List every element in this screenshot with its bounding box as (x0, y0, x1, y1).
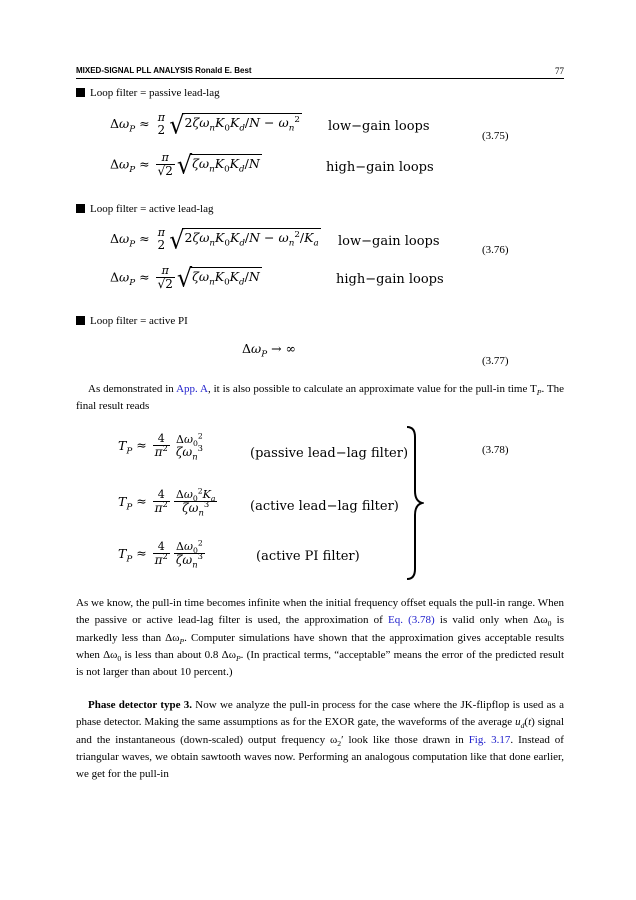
equation-number-3-77: (3.77) (482, 355, 509, 367)
label-high-gain-2: high−gain loops (336, 272, 444, 287)
equation-3-75-low: $\Delta\omega_P$ ≈ π 2 $√2\zeta\omega_nK_0K_d/N - \omega_n^2$ (110, 109, 300, 140)
equation-3-78-pi: $T_P$ ≈ $\frac{4}{\pi^2}$ $\frac{\Delta\omega_0^2}{\zeta\omega_n^3}$ (118, 538, 203, 570)
label-active-filter: (active lead−lag filter) (250, 499, 399, 514)
equation-3-76-low: $\Delta\omega_P$ ≈ π 2 $√2\zeta\omega_nK_0K_d/N - \omega_n^2/K_a$ (110, 224, 319, 255)
equation-number-3-75: (3.75) (482, 130, 509, 142)
equation-3-76-high: $\Delta\omega_P$ ≈ $\frac{\pi}{√2}$ $√\zeta\omega_nK_0K_d/N$ (110, 263, 260, 293)
bullet-square-icon (76, 204, 85, 213)
link-fig-3-17[interactable]: Fig. 3.17 (468, 733, 511, 746)
bullet-square-icon (76, 88, 85, 97)
paragraph-pull-in-time: As demonstrated in App. A, it is also possible to calculate an approximate value for the pull-in time $T_P$. The final result reads (76, 383, 565, 413)
link-app-a[interactable]: App. A (176, 383, 208, 395)
bullet-active-lead-lag: Loop filter = active lead-lag (76, 203, 213, 215)
paragraph-validity: As we know, the pull-in time becomes infinite when the initial frequency offset equals the pull-in range. When the passive or active lead-lag filter is used, the approximation of Eq. (3.78) is valid only when $\Delta\omega_0$ is markedly less than $\Delta\omega_P$. Computer simulations have shown that the approximation gives acceptable results when $\Delta\omega_0$ is less than about 0.8 $\Delta\omega_P$. (In practical terms, “acceptable” means the error of the predicted result is not larger than about 10 percent.) (76, 597, 565, 679)
equation-number-3-78: (3.78) (482, 444, 509, 456)
label-active-pi-filter: (active PI filter) (256, 549, 360, 564)
label-low-gain-2: low−gain loops (338, 234, 440, 249)
equation-3-78-passive: $T_P$ ≈ $\frac{4}{\pi^2}$ $\Delta\omega_0^2$ $\zeta\omega_n^3$ (118, 430, 203, 461)
equation-3-75-high: $\Delta\omega_P$ ≈ $\frac{\pi}{√2}$ $√\zeta\omega_nK_0K_d/N$ (110, 150, 260, 180)
right-brace (404, 425, 424, 581)
label-low-gain-1: low−gain loops (328, 119, 430, 134)
link-eq-3-78[interactable]: Eq. (3.78) (388, 614, 435, 627)
equation-3-77: $\Delta\omega_P$ → ∞ (242, 341, 296, 360)
paragraph-phase-detector-3: Phase detector type 3. Now we analyze the pull-in process for the case where the JK-flipflop is used as a phase detector. Making the same assumptions as for the EXOR gate, the waveforms of the average $u_d(t)$ signal and the instantaneous (down-scaled) output frequency $\omega_2'$ look like those drawn in Fig. 3.17. Instead of triangular waves, we obtain sawtooth waves now. Performing an analogous computation like that done earlier, we get for the pull-in (76, 699, 564, 781)
label-high-gain-1: high−gain loops (326, 160, 434, 175)
label-passive-filter: (passive lead−lag filter) (250, 446, 409, 461)
page-number: 77 (555, 66, 564, 76)
header-rule (76, 78, 564, 79)
running-header (76, 66, 564, 75)
equation-number-3-76: (3.76) (482, 244, 509, 256)
bullet-active-pi: Loop filter = active PI (76, 315, 188, 327)
bullet-passive-lead-lag: Loop filter = passive lead-lag (76, 87, 220, 99)
header-title: MIXED-SIGNAL PLL ANALYSIS Ronald E. Best (76, 66, 252, 75)
equation-3-78-active: $T_P$ ≈ $\frac{4}{\pi^2}$ $\frac{\Delta\omega_0^2K_a}{\zeta\omega_n^3}$ (118, 486, 216, 518)
bullet-square-icon (76, 316, 85, 325)
